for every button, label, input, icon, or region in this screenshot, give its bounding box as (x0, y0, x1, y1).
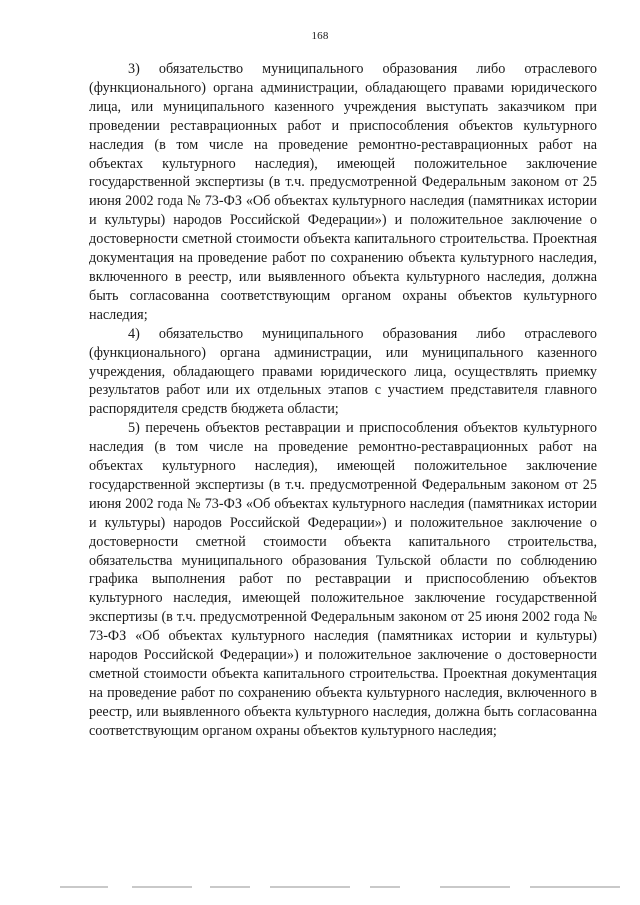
paragraph-item-5: 5) перечень объектов реставрации и приспособления объектов культурного наследия (в том числе на проведение ремонтно-реставрационных работ на объектах культурного наследия), имеющей положительное заключение государственной экспертизы (в т.ч. предусмотренной Федеральным законом от 25 июня 2002 года № 73-ФЗ «Об объектах культурного наследия (памятниках истории и культуры) народов Российской Федерации») и положительное заключение о достоверности сметной стоимости объекта капитального строительства, обязательства муниципального образования Тульской области по соблюдению графика выполнения работ по реставрации и приспособлению объектов культурного наследия, имеющей положительное заключение государственной экспертизы (в т.ч. предусмотренной Федеральным законом от 25 июня 2002 года № 73-ФЗ «Об объектах культурного наследия (памятниках истории и культуры) народов Российской Федерации») и положительное заключение о достоверности сметной стоимости объекта капитального строительства. Проектная документация на проведение работ по сохранению объекта культурного наследия, включенного в реестр, или выявленного объекта культурного наследия, должна быть согласованна соответствующим органом охраны объектов культурного наследия; (89, 420, 597, 739)
paragraph-item-3: 3) обязательство муниципального образования либо отраслевого (функционального) органа администрации, обладающего правами юридического лица, или муниципального казенного учреждения выступать заказчиком при проведении реставрационных работ и приспособления объектов культурного наследия (в том числе на проведение ремонтно-реставрационных работ на объектах культурного наследия), имеющей положительное заключение государственной экспертизы (в т.ч. предусмотренной Федеральным законом от 25 июня 2002 года № 73-ФЗ «Об объектах культурного наследия (памятниках истории и культуры) народов Российской Федерации») и положительное заключение о достоверности сметной стоимости объекта капитального строительства. Проектная документация на проведение работ по сохранению объекта культурного наследия, включенного в реестр, или выявленного объекта культурного наследия, должна быть согласованна соответствующим органом охраны объектов культурного наследия; (89, 61, 597, 323)
scan-artifact-line (60, 884, 620, 890)
paragraph-item-4: 4) обязательство муниципального образования либо отраслевого (функционального) органа администрации, или муниципального казенного учреждения, обладающего правами юридического лица, осуществлять приемку результатов работ или их отдельных этапов с участием представителя главного распорядителя средств бюджета области; (89, 325, 597, 418)
document-body (89, 60, 597, 741)
page-number: 168 (311, 30, 329, 42)
